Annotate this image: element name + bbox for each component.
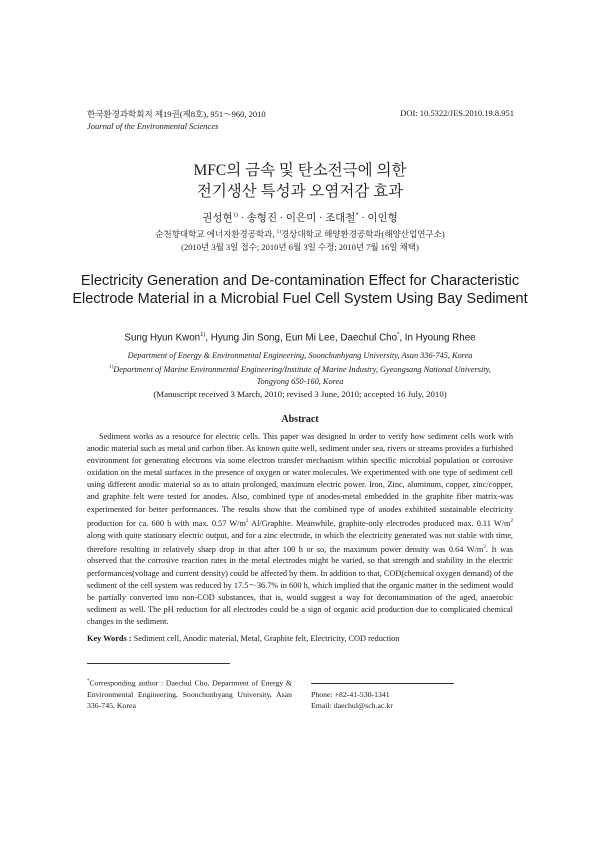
affil-kr-mark: 1): [276, 229, 281, 235]
author-en-2: , Hyung Jin Song, Eun Mi Lee, Daechul Cho: [205, 332, 398, 344]
author-kr-1: 권성현: [202, 213, 233, 224]
keywords: [87, 634, 399, 643]
abstract-body: [87, 431, 513, 628]
journal-name: Journal of the Environmental Sciences: [87, 121, 219, 131]
title-korean-line2: 전기생산 특성과 오염저감 효과: [196, 183, 404, 200]
abstract-text-3: along with quite stationary electric output, and for a zinc electrode, in which the electricity generated was not stable with time, therefore resulting in relatively sharp drop in that after 100 h or so, the maximum power density was 0.64 W/m: [87, 530, 513, 554]
contact-info: [311, 689, 393, 711]
citation-kr: 한국환경과학회지 제19권(제8호), 951～960, 2010: [87, 109, 266, 119]
title-english: Electricity Generation and De-contamination Effect for Characteristic Electrode Material in a Microbial Fuel Cell System Using Bay Sediment: [72, 273, 528, 307]
superscript: 2: [245, 518, 249, 524]
author-kr-1-mark: 1): [232, 211, 238, 219]
journal-header: [87, 108, 266, 132]
author-en-1-mark: 1): [200, 332, 206, 338]
corresponding-mark-kr: *: [355, 211, 359, 219]
affil-kr-2: 경상대학교 해양환경공학과(해양산업연구소): [280, 228, 445, 239]
authors-english: [0, 332, 600, 343]
email: Email: daechul@sch.ac.kr: [311, 701, 393, 711]
dates-korean: (2010년 3월 3일 접수; 2010년 6월 3일 수정; 2010년 7월 16일 채택): [181, 241, 419, 252]
contact-rule: [311, 683, 454, 684]
author-kr-3: · 이인형: [358, 213, 398, 224]
affiliation-english: [60, 350, 540, 388]
footnote-rule: [87, 663, 230, 664]
doi: DOI: 10.5322/JES.2010.19.8.951: [400, 108, 514, 118]
footnote-star: *: [87, 679, 90, 684]
keywords-label: Key Words :: [87, 634, 134, 643]
affil-en-line1: Department of Energy & Environmental Engineering, Soonchunhyang University, Asan 336-745, Korea: [127, 351, 473, 360]
manuscript-dates: (Manuscript received 3 March, 2010; revised 3 June, 2010; accepted 16 July, 2010): [153, 389, 447, 399]
affiliation-korean: [0, 226, 600, 254]
abstract-heading: Abstract: [281, 414, 319, 425]
superscript: 2: [510, 518, 513, 524]
title-korean: [0, 160, 600, 202]
title-korean-line1: MFC의 금속 및 탄소전극에 의한: [193, 162, 407, 179]
affil-en-mark: 1): [109, 365, 114, 371]
footnote-text: Corresponding author : Daechul Cho, Department of Energy & Environmental Engineering, Soonchunhyang University, Asan 336-745, Korea: [87, 678, 292, 710]
keywords-list: Sediment cell, Anodic material, Metal, Graphite felt, Electricity, COD reduction: [133, 634, 400, 643]
corresponding-author-footnote: [87, 676, 292, 711]
abstract-text-2: Al/Graphite. Meanwhile, graphite-only electrodes produced max. 0.11 W/m: [248, 518, 511, 528]
affil-en-line2: Department of Marine Environmental Engineering/Institute of Marine Industry, Gyeongsang National University,: [113, 364, 491, 374]
author-en-1: Sung Hyun Kwon: [124, 332, 201, 344]
corresponding-mark-en: *: [397, 332, 400, 338]
abstract-text-1: Sediment works as a resource for electric cells. This paper was designed in order to verify how sediment cells work with anodic material such as metal and carbon fiber. As known quite well, sediment under sea, rivers or streams provides a furbished environment for generating electrons via some electron transfer mechanism within specific microbial population or corrosive oxidation on the metal surfaces in the presence of oxygen or water molecules. We experimented with one type of sediment cell using different anodic material so as to attain prolonged, maximum electric power. Iron, Zinc, aluminum, copper, zinc/copper, and graphite felt were tested for anodes. Also, combined type of anodes-metal embedded in the graphite fiber matrix-was experimented for better performances. The results show that the combined type of anodes exhibited sustainable electricity production for ca. 600 h with max. 0.57 W/m: [87, 432, 513, 528]
abstract-text-4: . It was observed that the corrosive reaction rates in the metal electrodes might be varied, so that strength and stability in the electric performances(voltage and current density) could be affected by them. In addition to that, COD(chemical oxygen demand) of the sediment of the cell system was reduced by 17.5～36.7% in 600 h, which implied that the organic matter in the sediment would be partially converted into non-COD substances, that is, would suggest a way for decontamination of the aged, anaerobic sediment as well. The pH reduction for all electrodes could be a sign of organic acid production due to complicated chemical changes in the sediment.: [87, 544, 513, 626]
phone: Phone: +82-41-530-1341: [311, 690, 390, 699]
affil-kr-1: 순천향대학교 에너지환경공학과,: [155, 228, 277, 239]
author-kr-2: · 송형진 · 이은미 · 조대철: [237, 213, 356, 224]
authors-korean: [0, 210, 600, 225]
author-en-3: , In Hyoung Rhee: [399, 332, 476, 344]
affil-en-line3: Tongyong 650-160, Korea: [256, 377, 344, 387]
superscript: 2: [483, 544, 486, 550]
